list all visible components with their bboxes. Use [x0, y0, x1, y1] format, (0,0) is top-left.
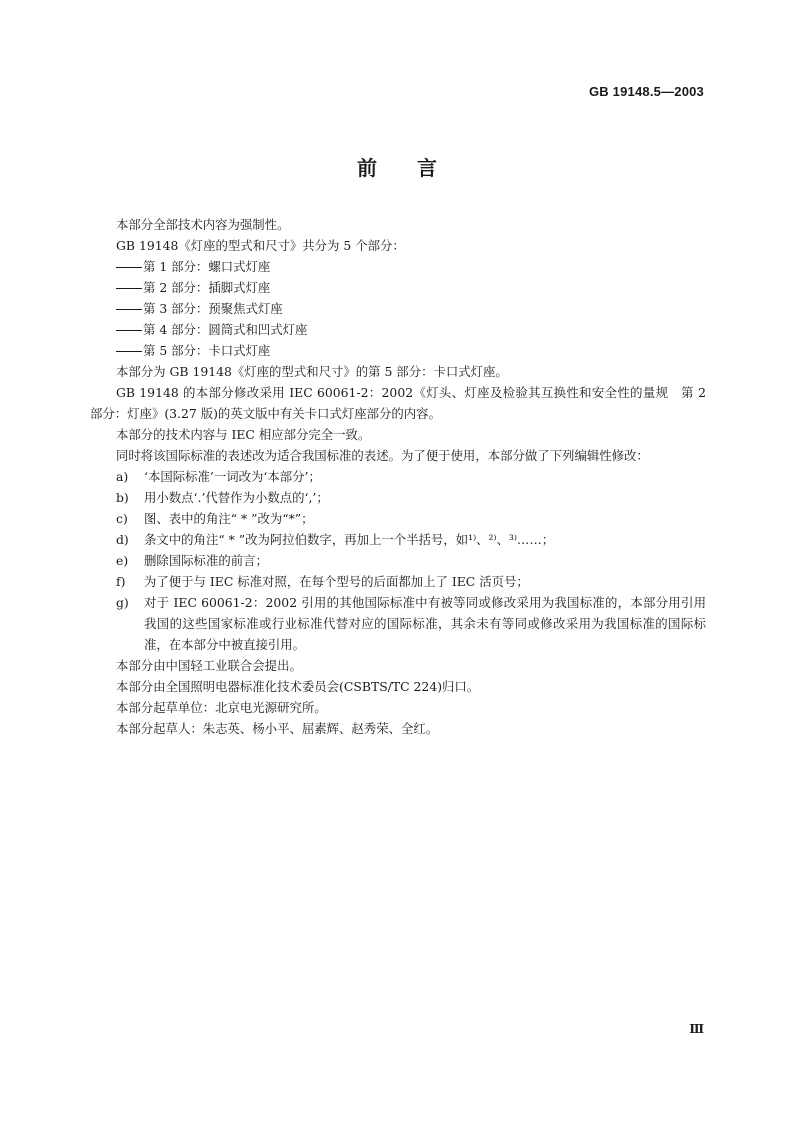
- paragraph: 同时将该国际标准的表述改为适合我国标准的表述。为了便于使用，本部分做了下列编辑性修改：: [116, 448, 649, 463]
- list-text: ‘本国际标准’一词改为‘本部分’；: [144, 469, 321, 484]
- list-marker: d): [116, 532, 129, 547]
- part-label: 第 3 部分：预聚焦式灯座: [143, 301, 283, 316]
- list-text: 图、表中的角注“ * ”改为“*”；: [144, 511, 314, 526]
- list-text: 删除国际标准的前言；: [144, 553, 268, 568]
- list-marker: c): [116, 511, 128, 526]
- list-marker: b): [116, 490, 129, 505]
- edit-list-item: [90, 592, 706, 655]
- paragraph: 本部分起草人：朱志英、杨小平、屈素辉、赵秀荣、全红。: [116, 721, 439, 736]
- dash-mark: [116, 330, 142, 331]
- dash-mark: [116, 351, 142, 352]
- part-list-item: [90, 277, 706, 298]
- paragraph: 本部分为 GB 19148《灯座的型式和尺寸》的第 5 部分：卡口式灯座。: [116, 364, 508, 379]
- edit-list-item: [90, 571, 706, 592]
- edit-list-item: [90, 550, 706, 571]
- dash-mark: [116, 288, 142, 289]
- list-marker: e): [116, 553, 129, 568]
- list-text: 为了便于与 IEC 标准对照，在每个型号的后面都加上了 IEC 活页号；: [144, 574, 529, 589]
- paragraph: 本部分的技术内容与 IEC 相应部分完全一致。: [116, 427, 371, 442]
- paragraph: 本部分起草单位：北京电光源研究所。: [116, 700, 327, 715]
- paragraph: 本部分由全国照明电器标准化技术委员会(CSBTS/TC 224)归口。: [116, 679, 480, 694]
- page-title: 前言: [357, 156, 477, 180]
- edit-list-item: [90, 487, 706, 508]
- part-list-item: [90, 256, 706, 277]
- part-label: 第 1 部分：螺口式灯座: [143, 259, 271, 274]
- dash-mark: [116, 267, 142, 268]
- edit-list-item: [90, 466, 706, 487]
- part-list-item: [90, 298, 706, 319]
- edit-list-item: [90, 529, 706, 550]
- list-text: 条文中的角注“ * ”改为阿拉伯数字，再加上一个半括号，如¹⁾、²⁾、³⁾……；: [144, 532, 555, 547]
- part-label: 第 5 部分：卡口式灯座: [143, 343, 271, 358]
- document-body: [90, 214, 706, 739]
- part-label: 第 4 部分：圆筒式和凹式灯座: [143, 322, 308, 337]
- list-marker: f): [116, 574, 126, 589]
- paragraph: GB 19148 的本部分修改采用 IEC 60061-2：2002《灯头、灯座及检验其互换性和安全性的量规 第 2 部分：灯座》(3.27 版)的英文版中有关卡口式灯座部分的内容。: [90, 385, 706, 421]
- standard-number: GB 19148.5—2003: [588, 84, 704, 99]
- edit-list-item: [90, 508, 706, 529]
- list-text: 用小数点‘.’代替作为小数点的‘,’；: [144, 490, 329, 505]
- part-list-item: [90, 340, 706, 361]
- paragraph: 本部分全部技术内容为强制性。: [116, 217, 290, 232]
- list-text: 对于 IEC 60061-2：2002 引用的其他国际标准中有被等同或修改采用为我国标准的，本部分用引用我国的这些国家标准或行业标准代替对应的国际标准，其余未有等同或修改采用为我国标准的国际标准，在本部分中被直接引用。: [144, 595, 706, 652]
- dash-mark: [116, 309, 142, 310]
- paragraph: 本部分由中国轻工业联合会提出。: [116, 658, 302, 673]
- list-marker: a): [116, 469, 129, 484]
- page-number: Ⅲ: [689, 1022, 704, 1036]
- part-label: 第 2 部分：插脚式灯座: [143, 280, 271, 295]
- part-list-item: [90, 319, 706, 340]
- paragraph: GB 19148《灯座的型式和尺寸》共分为 5 个部分：: [116, 238, 405, 253]
- list-marker: g): [116, 595, 129, 610]
